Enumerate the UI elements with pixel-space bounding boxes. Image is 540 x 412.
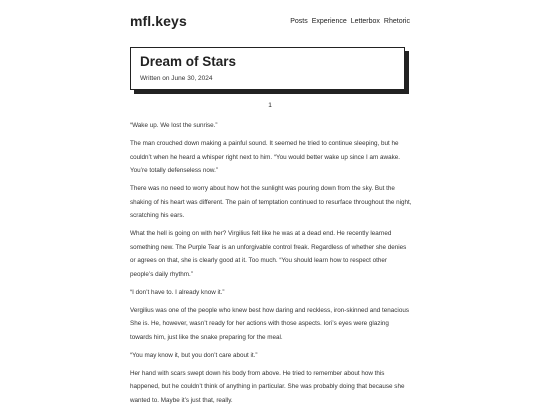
chapter-number: 1: [268, 102, 272, 109]
post-date: Written on June 30, 2024: [140, 75, 213, 82]
paragraph: “Wake up. We lost the sunrise.”: [130, 122, 218, 129]
nav-link-posts[interactable]: Posts: [290, 18, 308, 25]
paragraph: Her hand with scars swept down his body from above. He tried to remember about how this happened, but he couldn’t think of anything in particular. She was probably doing that because she wanted to. Maybe it’s just that, really.: [130, 369, 405, 404]
paragraph: “You may know it, but you don’t care about it.”: [130, 351, 258, 359]
post-title: Dream of Stars: [140, 54, 237, 69]
paragraph: “I don’t have to. I already know it.”: [130, 288, 225, 296]
paragraph: The man crouched down making a painful sound. It seemed he tried to continue sleeping, but he couldn’t when he heard a whisper right next to him. “You would better wake up since I am awake. You’re totally defenseless now.”: [130, 140, 400, 174]
nav-link-experience[interactable]: Experience: [311, 18, 347, 25]
site-header: [130, 12, 410, 36]
site-title-link[interactable]: mfl.keys: [130, 13, 187, 29]
main-nav: [290, 18, 410, 25]
post-title-card: [130, 47, 405, 90]
post-body: [130, 119, 412, 412]
paragraph: What the hell is going on with her? Virgilius felt like he was at a dead end. He recently learned something new. The Purple Tear is an unforgivable control freak. Regardless of whether she denies or agrees on that, she is clearly good at it. Too much. “You should learn how to respect other people’s daily rhythm.”: [130, 230, 407, 278]
paragraph: There was no need to worry about how hot the sunlight was pouring down from the sky. But the shaking of his heart was different. The pain of temptation continued to resurface throughout the night, scratching his ears.: [130, 185, 412, 219]
paragraph: Vergilius was one of the people who knew best how daring and reckless, iron-skinned and tenacious She is. He, however, wasn’t ready for her actions with those aspects. Iori’s eyes were glazing towards him, just like the snake preparing for the meal.: [130, 306, 409, 341]
nav-link-rhetoric[interactable]: Rhetoric: [383, 18, 410, 25]
nav-link-letterbox[interactable]: Letterbox: [350, 18, 380, 25]
